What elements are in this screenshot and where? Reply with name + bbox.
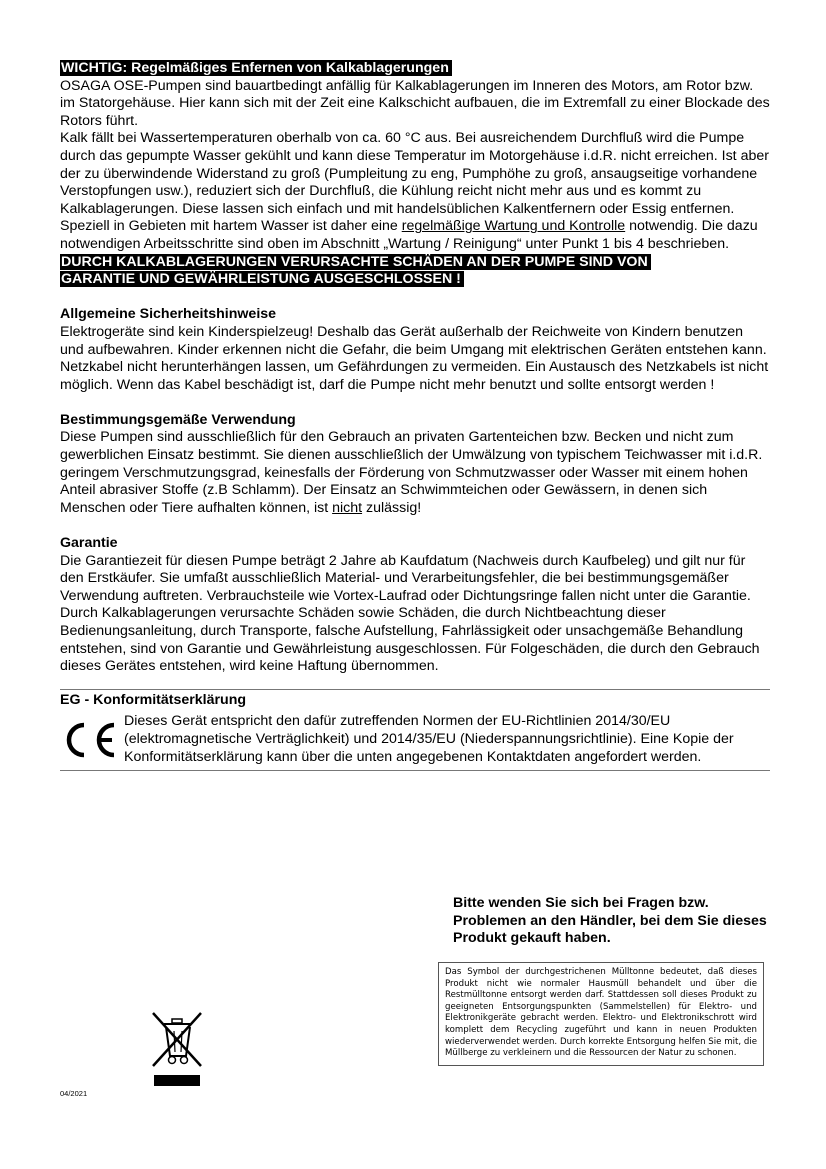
warning-paragraph-1: OSAGA OSE-Pumpen sind bauartbedingt anfällig für Kalkablagerungen im Inneren des Motors, am Rotor bzw. im Statorgehäuse. Hier kann sich mit der Zeit eine Kalkschicht aufbauen, die im Extremfall zu einer Blockade des Rotors führt. (60, 77, 770, 129)
warning-notice-line-1: DURCH KALKABLAGERUNGEN VERURSACHTE SCHÄDEN AN DER PUMPE SIND VON (60, 254, 770, 272)
warning-paragraph-3: Speziell in Gebieten mit hartem Wasser ist daher eine regelmäßige Wartung und Kontrolle notwendig. Die dazu notwendigen Arbeitsschritte sind oben im Abschnitt „Wartung / Reinigung“ unter Punkt 1 bis 4 beschrieben. (60, 218, 758, 252)
usage-heading: Bestimmungsgemäße Verwendung (60, 411, 296, 428)
conformity-heading: EG - Konformitätserklärung (60, 691, 247, 708)
document-date: 04/2021 (60, 1089, 88, 1098)
safety-text: Elektrogeräte sind kein Kinderspielzeug! Deshalb das Gerät außerhalb der Reichweite von Kindern benutzen und aufbewahren. Kinder erkennen nicht die Gefahr, die beim Umgang mit elektrischen Geräten entstehen kann. Netzkabel nicht herunterhängen lassen, um Gefährdungen zu vermeiden. Ein Austausch des Netzkabels ist nicht möglich. Wenn das Kabel beschädigt ist, darf die Pumpe nicht mehr benutzt und sollte entsorgt werden ! (60, 323, 769, 393)
warranty-text: Die Garantiezeit für diesen Pumpe beträgt 2 Jahre ab Kaufdatum (Nachweis durch Kaufbeleg) und gilt nur für den Erstkäufer. Sie umfaßt ausschließlich Material- und Verarbeitungsfehler, die bei bestimmungsgemäßer Verwendung auftreten. Verbrauchsteile wie Vortex-Laufrad oder Dichtungsringe fallen nicht unter die Garantie. Durch Kalkablagerungen verursachte Schäden sowie Schäden, die durch Nichtbeachtung dieser Bedienungsanleitung, durch Transporte, falsche Aufstellung, Fahrlässigkeit oder unsachgemäße Behandlung entstehen, sind von Garantie und Gewährleistung ausgeschlossen. Für Folgeschäden, die durch den Gebrauch dieses Gerätes entstehen, wird keine Haftung übernommen. (60, 552, 760, 675)
warranty-heading: Garantie (60, 535, 118, 552)
warning-paragraph-2: Kalk fällt bei Wassertemperaturen oberhalb von ca. 60 °C aus. Bei ausreichendem Durchfluß wird die Pumpe durch das gepumpte Wasser gekühlt und kann diese Temperatur im Motorgehäuse i.d.R. nicht erreichen. Ist aber der zu überwindende Widerstand zu groß (Pumpleitung zu eng, Pumphöhe zu groß, ansaugseitige vorhandene Verstopfungen usw.), reduziert sich der Durchfluß, die Kühlung reicht nicht mehr aus und es kommt zu Kalkablagerungen. Diese lassen sich einfach und mit handelsüblichen Kalkentfernern oder Essig entfernen. (60, 130, 769, 217)
weee-bar (154, 1075, 200, 1086)
warning-title: WICHTIG: Regelmäßiges Enfernen von Kalkablagerungen (60, 60, 770, 78)
warning-notice-line-2: GARANTIE UND GEWÄHRLEISTUNG AUSGESCHLOSSEN ! (60, 271, 770, 289)
document-body (60, 60, 770, 771)
conformity-text: Dieses Gerät entspricht den dafür zutreffenden Normen der EU-Richtlinien 2014/30/EU (elektromagnetische Verträglichkeit) und 2014/35/EU (Niederspannungsrichtlinie). Eine Kopie der Konformitätserklärung kann über die unten angegebenen Kontaktdaten angefordert werden. (124, 713, 734, 765)
contact-note: Bitte wenden Sie sich bei Fragen bzw. Problemen an den Händler, bei dem Sie dieses Produkt gekauft haben. (453, 895, 767, 947)
safety-heading: Allgemeine Sicherheitshinweise (60, 306, 277, 323)
conformity-section (60, 689, 770, 771)
crossed-out-bin-icon (150, 1010, 206, 1075)
ce-mark-icon (60, 720, 124, 760)
maintenance-emphasis: regelmäßige Wartung und Kontrolle (401, 218, 626, 235)
disposal-notice: Das Symbol der durchgestrichenen Mülltonne bedeutet, daß dieses Produkt nicht wie normaler Hausmüll behandelt und über die Restmülltonne entsorgt werden darf. Stattdessen soll dieses Produkt zu geeigneten Entsorgungspunkten (Sammelstellen) für Elektro- und Elektronikgeräte gebracht werden. Elektro- und Elektronikschrott wird komplett dem Recycling zugeführt und kann in neuen Produkten wiederverwendet werden. Durch korrekte Entsorgung helfen Sie mit, die Müllberge zu verkleinern und die Ressourcen der Natur zu schonen. (438, 962, 764, 1066)
usage-text: Diese Pumpen sind ausschließlich für den Gebrauch an privaten Gartenteichen bzw. Becken und nicht zum gewerblichen Einsatz bestimmt. Sie dienen ausschließlich der Umwälzung von typischem Teichwasser mit i.d.R. geringem Verschmutzungsgrad, keinesfalls der Förderung von Schmutzwasser oder Wasser mit einem hohen Anteil abrasiver Stoffe (z.B Schlamm). Der Einsatz an Schwimmteichen oder Gewässern, in denen sich Menschen oder Tiere aufhalten können, ist nicht zulässig! (60, 429, 763, 516)
